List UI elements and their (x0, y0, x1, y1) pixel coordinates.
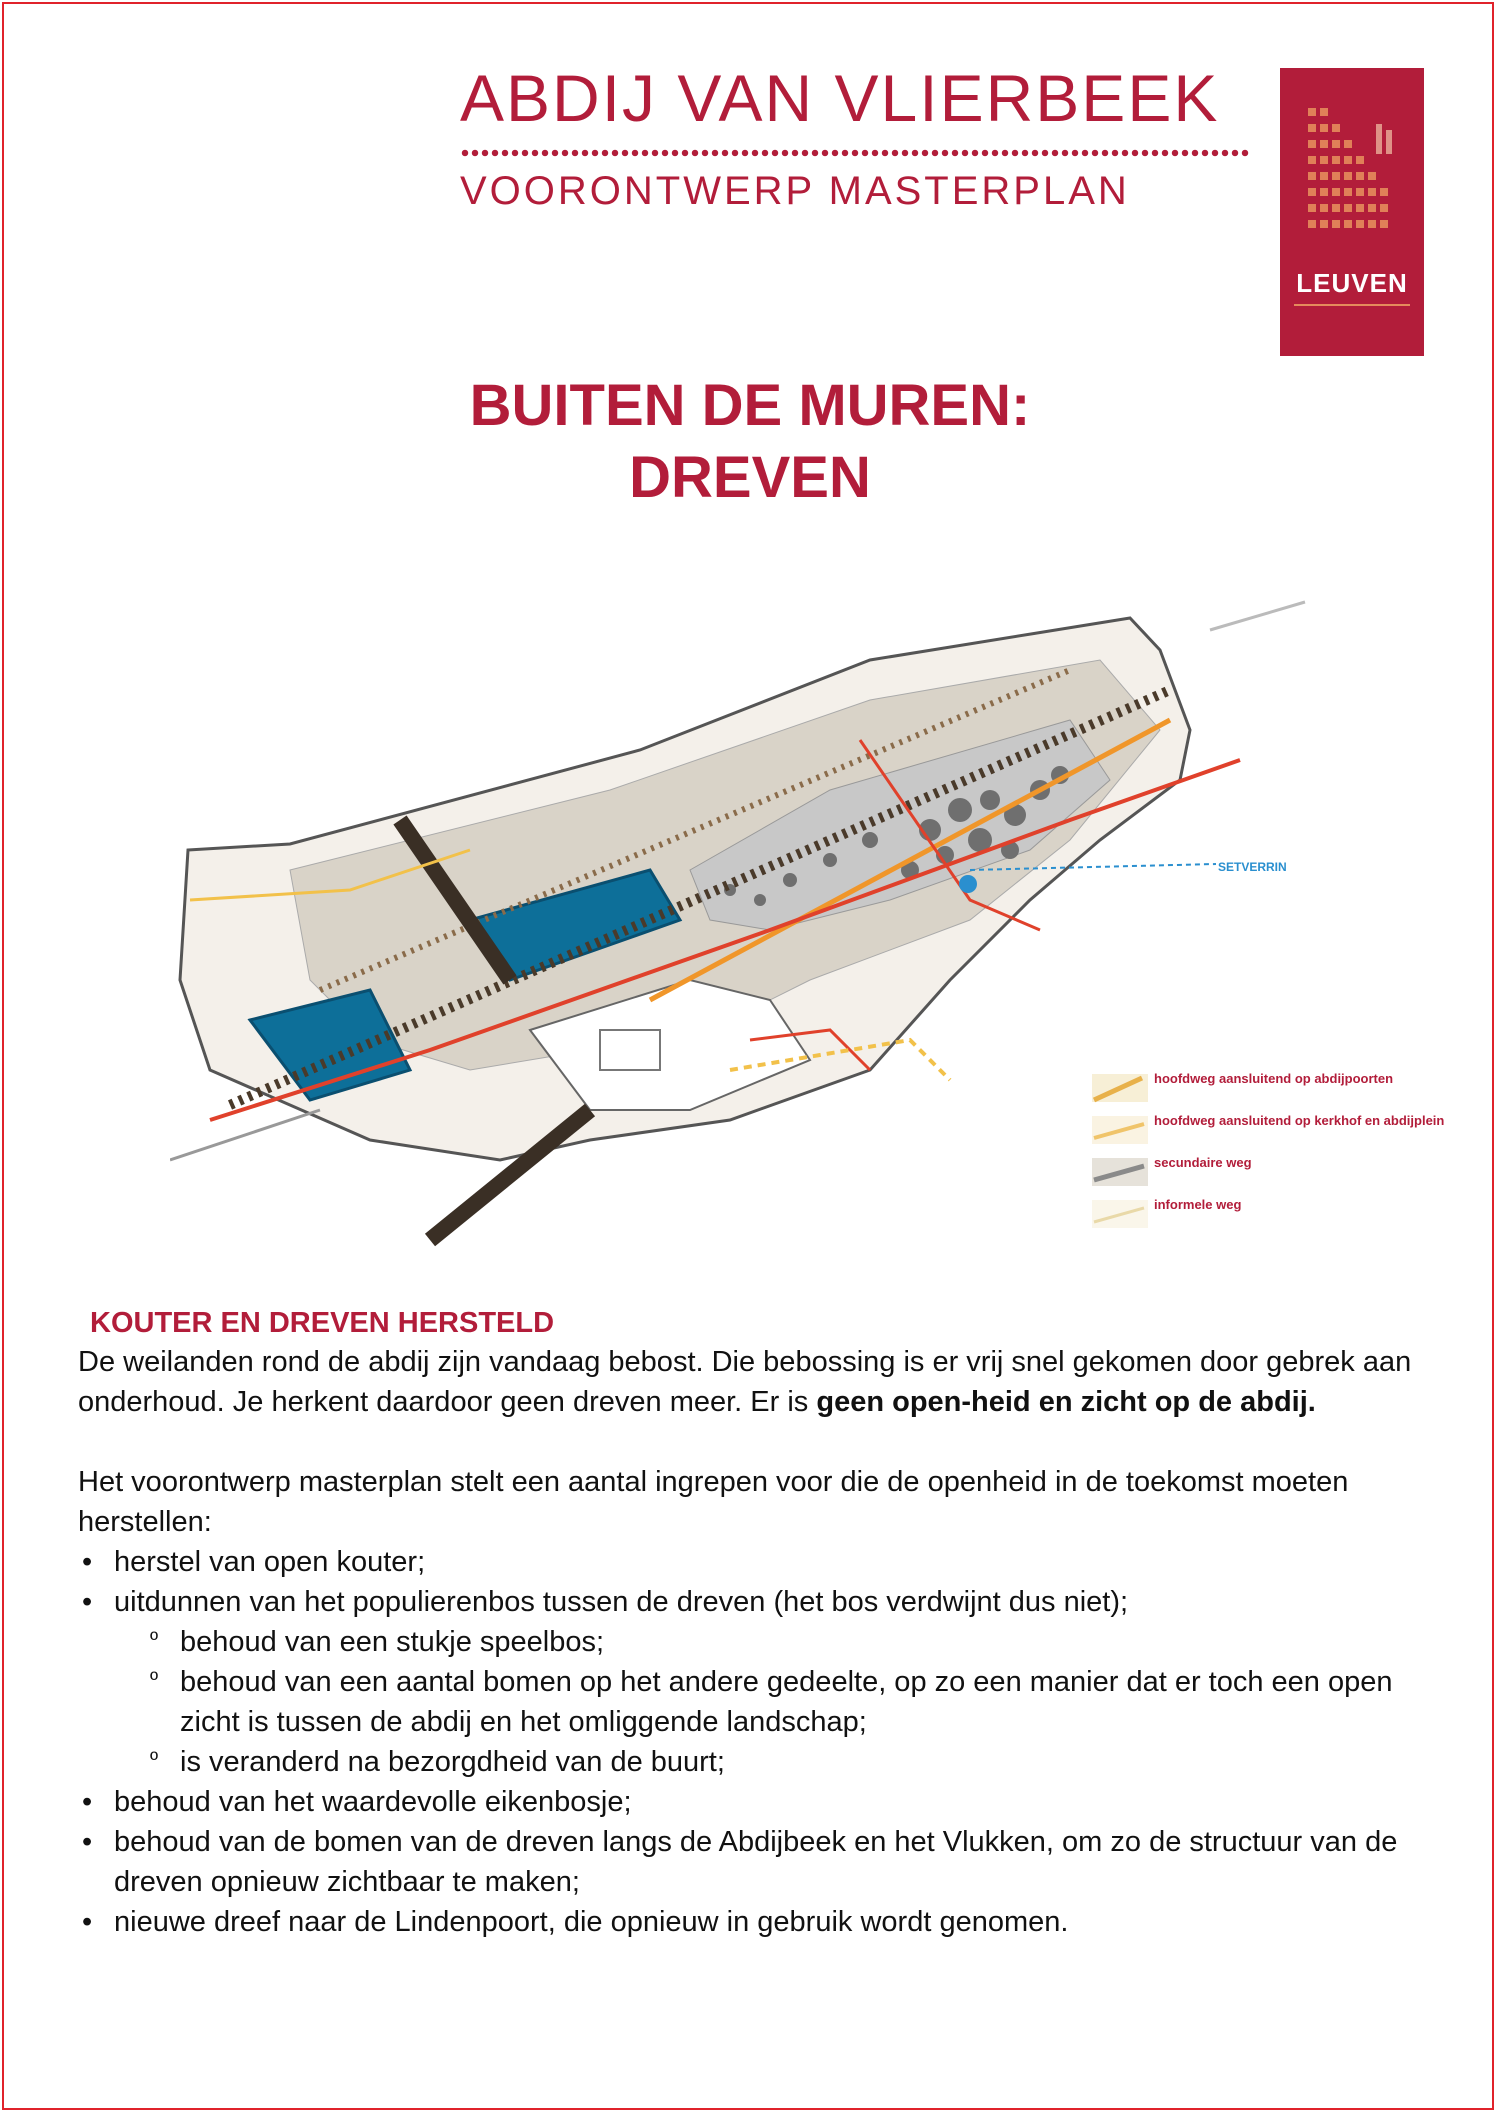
sub-marker: º (150, 1747, 159, 1772)
legend-swatch-main-road-2 (1090, 1112, 1150, 1148)
location-marker (959, 875, 977, 893)
legend-item (1090, 1070, 1470, 1112)
sub-item-text: behoud van een aantal bomen op het andere gedeelte, op zo een manier dat er toch een open zicht is tussen de abdij en het omliggende landschap; (180, 1666, 1393, 1738)
legend-label: secundaire weg (1154, 1155, 1252, 1170)
section-title: KOUTER EN DREVEN HERSTELD (90, 1307, 555, 1339)
sub-marker: º (150, 1627, 159, 1652)
sub-list-item (78, 1622, 1428, 1662)
sub-marker: º (150, 1667, 159, 1692)
legend-swatch-main-road (1090, 1070, 1150, 1106)
legend-swatch-informal-road (1090, 1196, 1150, 1232)
sub-item-text: is veranderd na bezorgdheid van de buurt; (180, 1746, 725, 1778)
project-title: ABDIJ VAN VLIERBEEK (460, 61, 1220, 135)
legend-label: hoofdweg aansluitend op kerkhof en abdijplein (1154, 1113, 1445, 1128)
legend-item (1090, 1196, 1470, 1238)
measures-list (78, 1542, 1428, 1942)
list-item: • uitdunnen van het populierenbos tussen de dreven (het bos verdwijnt dus niet); (78, 1582, 1428, 1622)
legend-item (1090, 1154, 1470, 1196)
page-title-line-1: BUITEN DE MUREN: (469, 373, 1031, 438)
body-text (78, 1304, 1428, 1942)
legend-item (1090, 1112, 1470, 1154)
sub-list-item (78, 1742, 1428, 1782)
legend-label: hoofdweg aansluitend op abdijpoorten (1154, 1071, 1394, 1086)
intro-text: De weilanden rond de abdij zijn vandaag bebost. Die bebossing is er vrij snel gekomen door gebrek aan onderhoud. Je herkent daardoor geen dreven meer. Er is (78, 1346, 1412, 1418)
logo-wordmark: LEUVEN (1296, 268, 1408, 298)
sub-item-text: behoud van een stukje speelbos; (180, 1626, 605, 1658)
project-subtitle: VOORONTWERP MASTERPLAN (460, 169, 1130, 213)
intro-paragraph (78, 1342, 1428, 1422)
legend-swatch-secondary-road (1090, 1154, 1150, 1190)
list-item: • behoud van de bomen van de dreven langs de Abdijbeek en het Vlukken, om zo de structuur van de dreven opnieuw zichtbaar te maken; (78, 1822, 1428, 1902)
intro-emphasis: geen open-heid en zicht op de abdij. (816, 1386, 1316, 1418)
map-legend (1090, 1070, 1470, 1238)
road-grey (170, 1110, 320, 1160)
list-item: • nieuwe dreef naar de Lindenpoort, die opnieuw in gebruik wordt genomen. (78, 1902, 1428, 1942)
list-item: • behoud van het waardevolle eikenbosje; (78, 1782, 1428, 1822)
leuven-logo (1280, 68, 1424, 356)
dotted-divider (460, 148, 1250, 158)
page-title-line-2: DREVEN (629, 445, 871, 510)
list-item: • herstel van open kouter; (78, 1542, 1428, 1582)
measures-intro: Het voorontwerp masterplan stelt een aantal ingrepen voor die de openheid in de toekomst moeten herstellen: (78, 1466, 1349, 1538)
header (460, 62, 1250, 214)
map-callout-label: SETVERRIN (1218, 860, 1287, 874)
building-icon (1280, 68, 1424, 268)
legend-label: informele weg (1154, 1197, 1242, 1212)
logo-subline (1294, 304, 1410, 332)
page-title (0, 370, 1500, 514)
road-grey-ne (1210, 602, 1305, 630)
sub-list-item (78, 1662, 1428, 1742)
